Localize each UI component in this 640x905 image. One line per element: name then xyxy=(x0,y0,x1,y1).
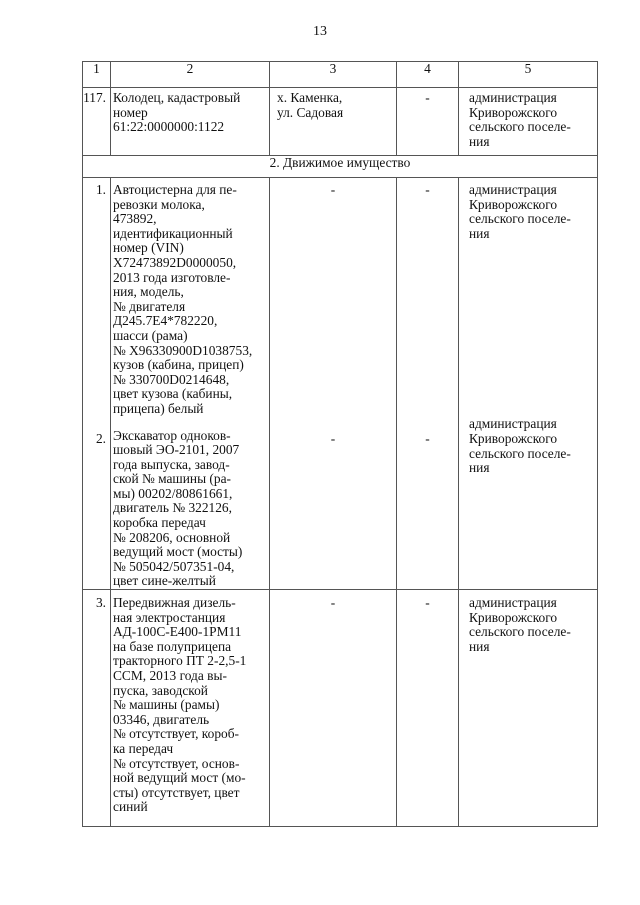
spacer xyxy=(469,241,593,417)
property-name: Экскаватор одноков- шовый ЭО-2101, 2007 года выпуска, завод- ской № машины (ра- мы) 00202/80861661, двигатель № 322126, коробка передач № 208206, основной ведущий мост (мосты) № 505042/507351-04, цвет сине-желтый xyxy=(113,427,243,589)
spacer xyxy=(397,198,458,432)
property-holder: администрация Криворожского сельского поселе- ния xyxy=(459,88,598,156)
row-number: 117. xyxy=(83,88,111,156)
property-name: Колодец, кадастровый номер 61:22:0000000:1122 xyxy=(111,88,270,156)
row-number: 2. xyxy=(95,430,106,446)
property-holder-cell xyxy=(459,178,598,590)
column-header-3: 3 xyxy=(270,62,397,88)
property-register-table xyxy=(82,61,598,827)
table-header-row xyxy=(83,62,598,88)
column-3-value: - xyxy=(330,182,336,197)
property-name: Передвижная дизель- ная электростанция АД-100С-Е400-1РМ11 на базе полуприцепа тракторного ПТ 2-2,5-1 ССМ, 2013 года вы- пуска, заводской № машины (рамы) 03346, двигатель № отсутствует, короб- ка передач № отсутствует, основ- ной ведущий мост (мо- сты) отсутствует, цвет синий xyxy=(111,590,270,827)
spacer xyxy=(83,198,106,432)
table-row xyxy=(83,590,598,827)
property-holder: администрация Криворожского сельского поселе- ния xyxy=(459,590,598,827)
section-title: 2. Движимое имущество xyxy=(83,156,598,178)
column-header-1: 1 xyxy=(83,62,111,88)
column-header-4: 4 xyxy=(397,62,459,88)
table-row xyxy=(83,88,598,156)
property-name: Автоцистерна для пе- ревозки молока, 473892, идентификационный номер (VIN) Х72473892D0000050, 2013 года изготовле- ния, модель, № двигателя Д245.7Е4*782220, шасси (рама) № Х96330900D1038753, кузов (кабина, прицеп) № 330700D0214648, цвет кузова (кабины, прицепа) белый xyxy=(113,182,253,416)
section-row xyxy=(83,156,598,178)
column-3-value: - xyxy=(270,590,397,827)
table-row xyxy=(83,178,598,590)
page-number: 13 xyxy=(313,24,327,39)
column-header-5: 5 xyxy=(459,62,598,88)
property-holder: администрация Криворожского сельского поселе- ния xyxy=(469,182,571,241)
row-number: 3. xyxy=(83,590,111,827)
spacer xyxy=(113,417,265,429)
row-number-cell xyxy=(83,178,111,590)
column-4-cell xyxy=(397,178,459,590)
column-3-value: - xyxy=(330,430,336,446)
property-holder: администрация Криворожского сельского поселе- ния xyxy=(469,416,571,476)
column-4-value: - xyxy=(425,430,430,446)
column-4-value: - xyxy=(397,88,459,156)
column-4-value: - xyxy=(425,182,430,197)
column-4-value: - xyxy=(397,590,459,827)
row-number: 1. xyxy=(95,182,106,197)
property-name-cell xyxy=(111,178,270,590)
property-address: х. Каменка, ул. Садовая xyxy=(270,88,397,156)
column-3-cell xyxy=(270,178,397,590)
column-header-2: 2 xyxy=(111,62,270,88)
spacer xyxy=(270,198,396,432)
